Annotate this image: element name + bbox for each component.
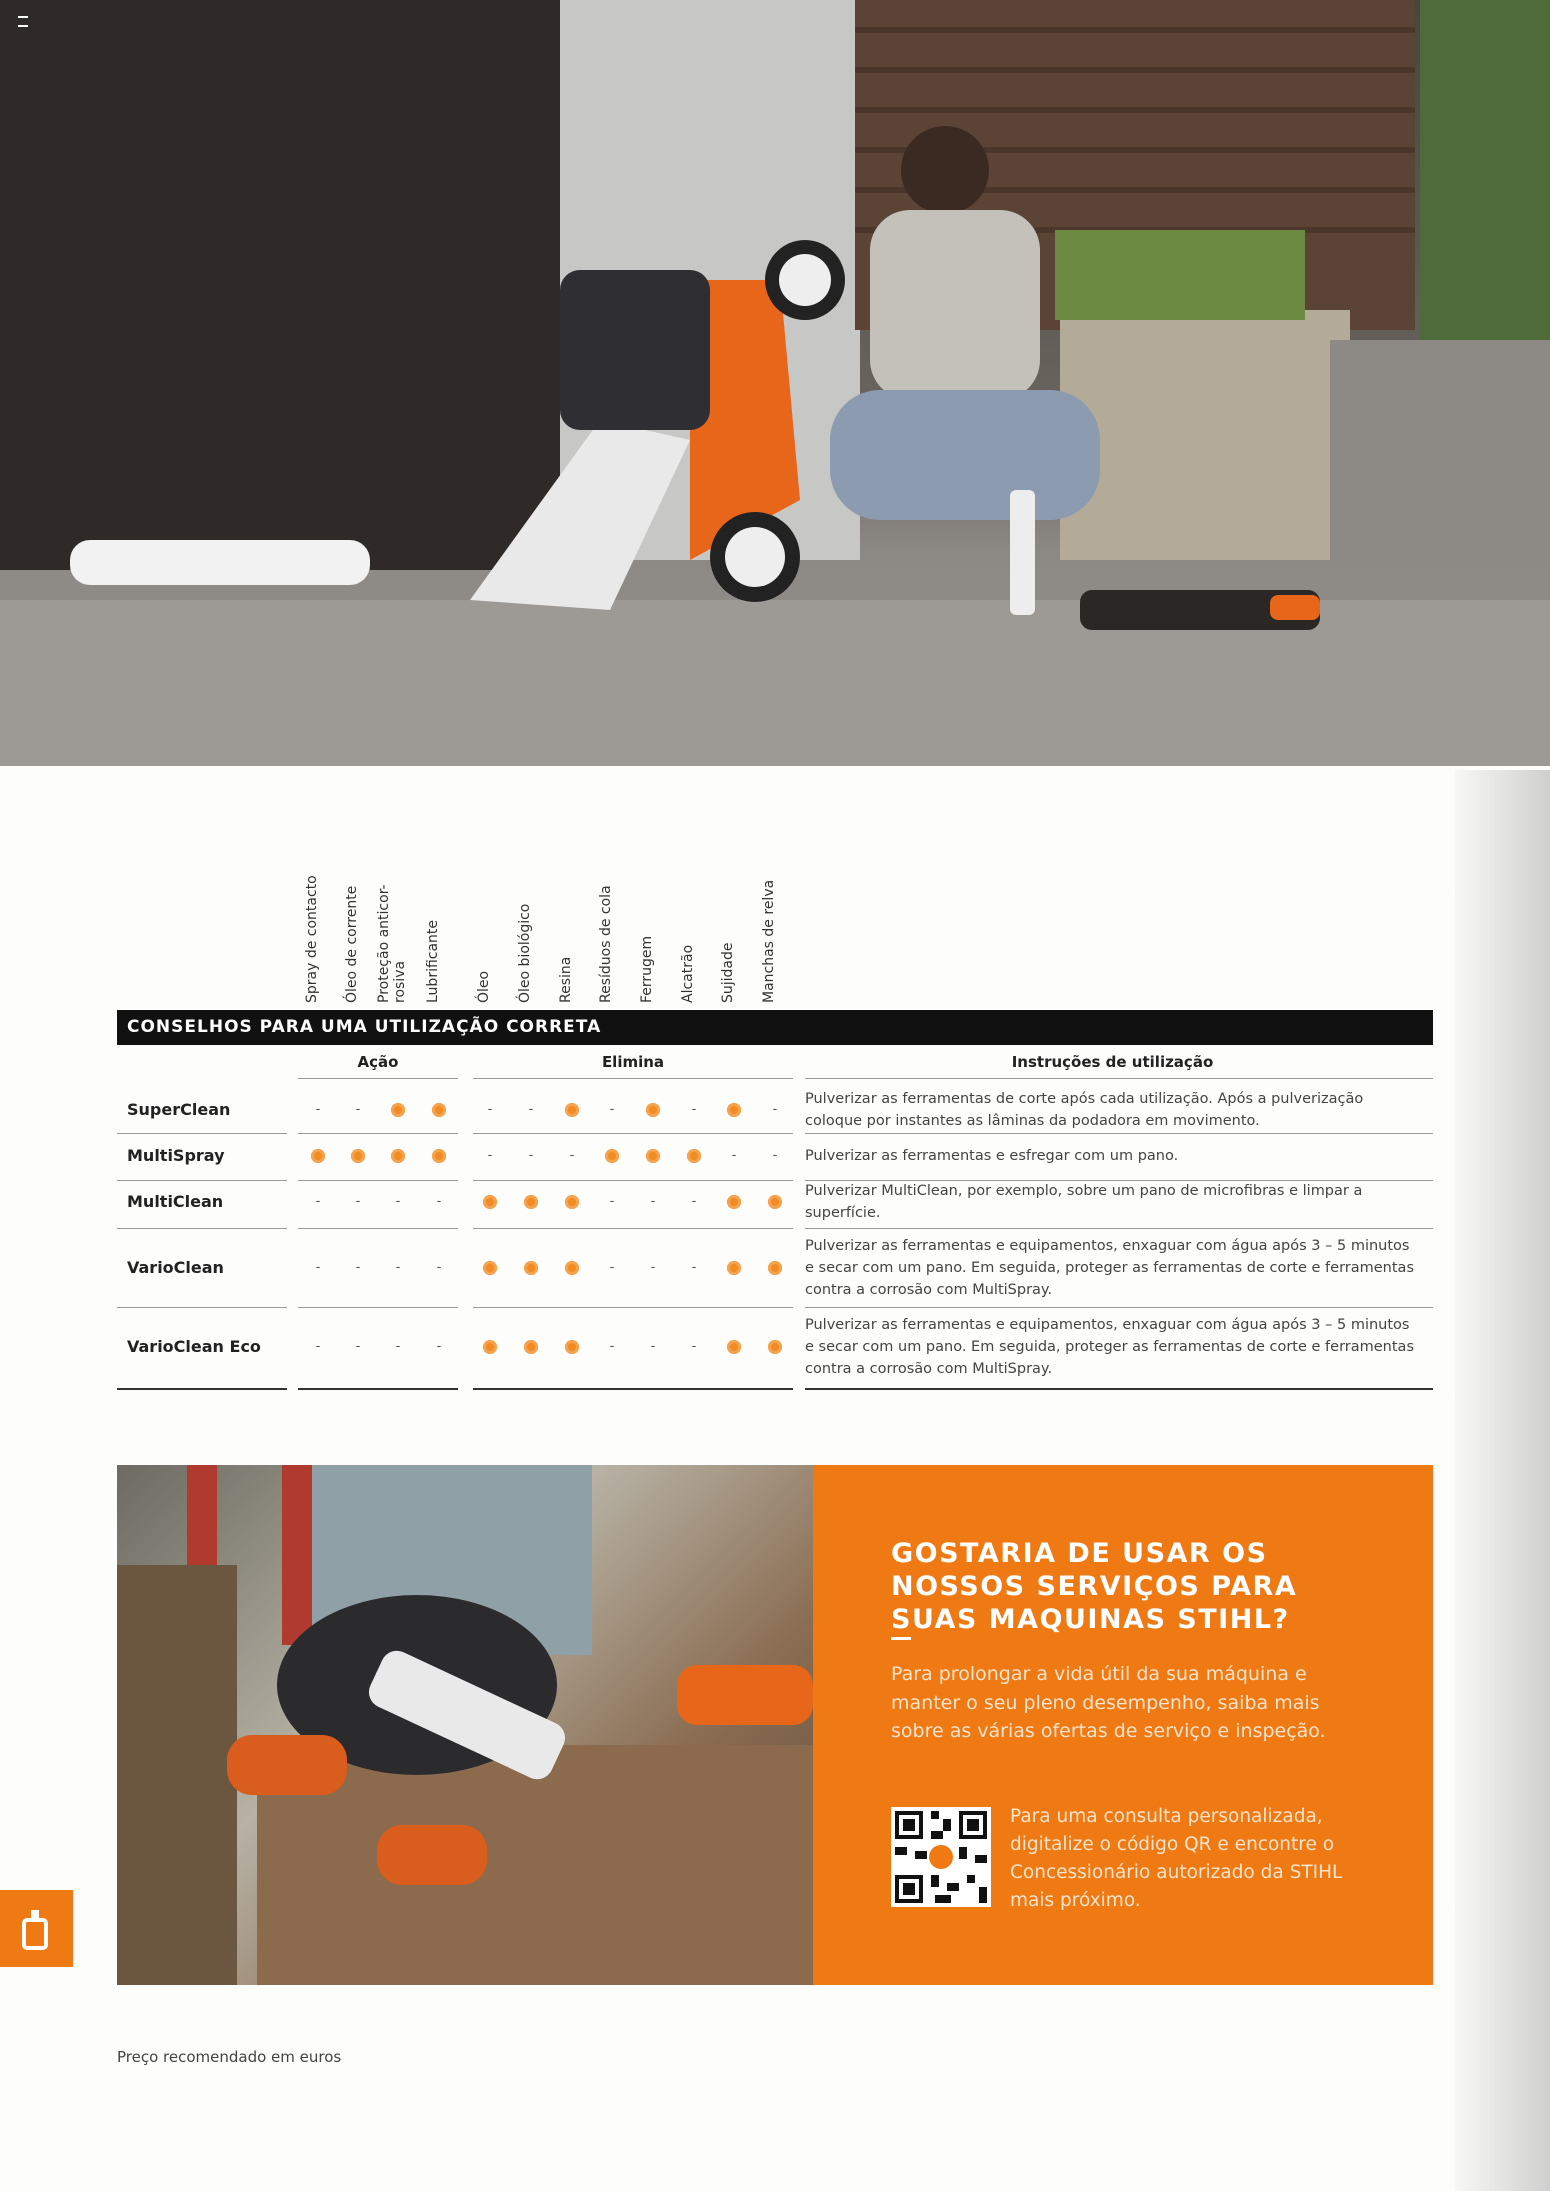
mark-dot (687, 1149, 701, 1163)
mark-dot (524, 1195, 538, 1209)
column-header-label: Óleo de corrente (344, 885, 360, 1003)
mark-dash: - (355, 1339, 361, 1354)
mark-dash: - (650, 1260, 656, 1275)
mark-dot (565, 1340, 579, 1354)
row-divider (298, 1388, 458, 1390)
row-divider (117, 1180, 287, 1181)
mark-dash: - (395, 1339, 401, 1354)
qr-code-icon[interactable] (891, 1807, 991, 1907)
mark-dash: - (569, 1148, 575, 1163)
mark-dot (483, 1261, 497, 1275)
column-header-label: Lubrificante (425, 919, 441, 1003)
row-product-name: SuperClean (127, 1100, 231, 1119)
mark-dot (391, 1149, 405, 1163)
mark-dash: - (487, 1148, 493, 1163)
mark-dot (646, 1149, 660, 1163)
row-instructions: Pulverizar as ferramentas e equipamentos, enxaguar com água após 3 – 5 minutos e secar com um pano. Em seguida, proteger as ferramentas de corte e ferramentas contra a corrosão com MultiSpray. (805, 1317, 1414, 1377)
mark-dot (727, 1340, 741, 1354)
column-header-label: Spray de contacto (304, 875, 320, 1003)
column-header-label: Alcatrão (680, 944, 696, 1003)
row-instructions: Pulverizar as ferramentas e equipamentos, enxaguar com água após 3 – 5 minutos e secar com um pano. Em seguida, proteger as ferramentas de corte e ferramentas contra a corrosão com MultiSpray. (805, 1238, 1414, 1298)
mark-dot (524, 1261, 538, 1275)
group-instrucoes: Instruções de utilização (1011, 1053, 1214, 1071)
mark-dot (432, 1103, 446, 1117)
promo-panel (813, 1465, 1433, 1985)
mark-dash: - (772, 1148, 778, 1163)
row-divider (117, 1133, 287, 1134)
row-divider (805, 1133, 1433, 1134)
title-underline (891, 1637, 911, 1640)
mark-dot (565, 1195, 579, 1209)
column-header-label: Proteção anticor- (376, 884, 392, 1003)
mark-dash: - (691, 1339, 697, 1354)
column-header-label: rosiva (392, 960, 408, 1003)
mark-dot (311, 1149, 325, 1163)
mark-dot (768, 1261, 782, 1275)
mark-dot (727, 1103, 741, 1117)
row-divider (805, 1388, 1433, 1390)
mark-dot (483, 1340, 497, 1354)
row-divider (298, 1228, 458, 1229)
promo-text: Para prolongar a vida útil da sua máquina e manter o seu pleno desempenho, saiba mais sobre as várias ofertas de serviço e inspeção. (891, 1663, 1326, 1742)
mark-dash: - (609, 1194, 615, 1209)
table-title: CONSELHOS PARA UMA UTILIZAÇÃO CORRETA (117, 1010, 1433, 1045)
mark-dot (727, 1261, 741, 1275)
mark-dot (432, 1149, 446, 1163)
mark-dash: - (436, 1260, 442, 1275)
row-divider (805, 1307, 1433, 1308)
mark-dot (727, 1195, 741, 1209)
mark-dash: - (609, 1102, 615, 1117)
column-header-label: Óleo biológico (517, 903, 533, 1003)
row-product-name: MultiSpray (127, 1146, 225, 1165)
row-divider (473, 1228, 793, 1229)
row-product-name: VarioClean Eco (127, 1337, 261, 1356)
mark-dot (391, 1103, 405, 1117)
mark-dash: - (691, 1194, 697, 1209)
column-header-label: Resina (558, 956, 574, 1003)
mark-dot (524, 1340, 538, 1354)
group-elimina: Elimina (601, 1053, 665, 1071)
mark-dash: - (436, 1339, 442, 1354)
mark-dash: - (395, 1260, 401, 1275)
mark-dash: - (609, 1339, 615, 1354)
mark-dot (483, 1195, 497, 1209)
row-divider (298, 1133, 458, 1134)
row-instructions: Pulverizar as ferramentas e esfregar com um pano. (805, 1148, 1179, 1164)
row-divider (473, 1180, 793, 1181)
row-divider (298, 1307, 458, 1308)
mark-dash: - (609, 1260, 615, 1275)
mark-dot (605, 1149, 619, 1163)
column-header-label: Resíduos de cola (598, 885, 614, 1003)
page-edge-shadow (1455, 770, 1550, 2191)
column-header-label: Ferrugem (639, 935, 655, 1003)
column-header-label: Manchas de relva (761, 879, 777, 1003)
promo-title: GOSTARIA DE USAR OS NOSSOS SERVIÇOS PARA SUAS MAQUINAS STIHL? (891, 1538, 1298, 1635)
mark-dot (351, 1149, 365, 1163)
column-header-label: Óleo (476, 970, 492, 1003)
mark-dash: - (731, 1148, 737, 1163)
divider (805, 1078, 1433, 1079)
divider (473, 1078, 793, 1079)
menu-icon[interactable] (18, 16, 28, 27)
mark-dash: - (315, 1102, 321, 1117)
row-divider (298, 1180, 458, 1181)
row-product-name: VarioClean (127, 1258, 224, 1277)
mark-dot (565, 1261, 579, 1275)
mark-dash: - (355, 1194, 361, 1209)
mark-dot (768, 1195, 782, 1209)
mark-dash: - (315, 1260, 321, 1275)
mark-dash: - (528, 1148, 534, 1163)
mark-dot (768, 1340, 782, 1354)
mark-dash: - (436, 1194, 442, 1209)
row-divider (117, 1388, 287, 1390)
row-divider (473, 1307, 793, 1308)
mark-dash: - (691, 1102, 697, 1117)
mark-dash: - (772, 1102, 778, 1117)
row-product-name: MultiClean (127, 1192, 224, 1211)
mark-dash: - (395, 1194, 401, 1209)
promo-photo (117, 1465, 813, 1985)
row-divider (117, 1228, 287, 1229)
hero-photo (0, 0, 1550, 766)
group-acao: Ação (357, 1053, 399, 1071)
mark-dash: - (528, 1102, 534, 1117)
mark-dot (646, 1103, 660, 1117)
qr-instructions: Para uma consulta personalizada, digitalize o código QR e encontre o Concessionário autorizado da STIHL mais próximo. (1010, 1806, 1343, 1911)
mark-dash: - (315, 1194, 321, 1209)
mark-dash: - (650, 1194, 656, 1209)
mark-dash: - (691, 1260, 697, 1275)
row-instructions: Pulverizar MultiClean, por exemplo, sobre um pano de microfibras e limpar a superfície. (805, 1183, 1363, 1221)
row-divider (117, 1307, 287, 1308)
mark-dash: - (355, 1260, 361, 1275)
row-divider (473, 1133, 793, 1134)
row-instructions: Pulverizar as ferramentas de corte após cada utilização. Após a pulverização coloque por instantes as lâminas da podadora em movimento. (805, 1091, 1364, 1129)
divider (298, 1078, 458, 1079)
mark-dot (565, 1103, 579, 1117)
mark-dash: - (355, 1102, 361, 1117)
mark-dash: - (487, 1102, 493, 1117)
row-divider (473, 1388, 793, 1390)
page-tab (0, 1890, 73, 1967)
mark-dash: - (650, 1339, 656, 1354)
footer-note: Preço recomendado em euros (117, 2048, 342, 2066)
mark-dash: - (315, 1339, 321, 1354)
row-divider (805, 1228, 1433, 1229)
column-header-label: Sujidade (720, 942, 736, 1003)
